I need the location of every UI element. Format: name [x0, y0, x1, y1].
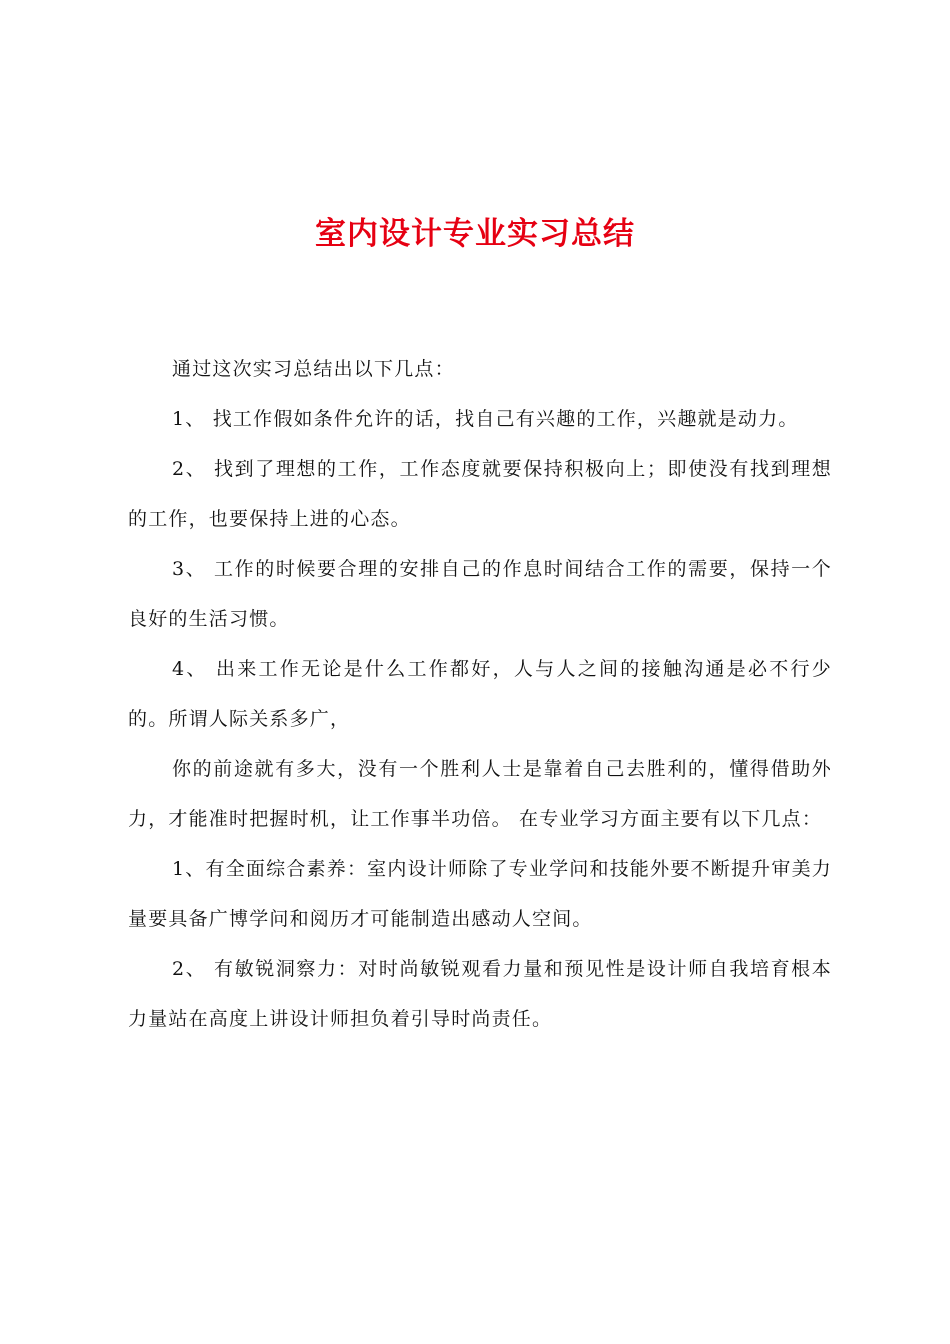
paragraph-point-3: 3、 工作的时候要合理的安排自己的作息时间结合工作的需要，保持一个良好的生活习惯。: [128, 558, 832, 630]
paragraph-study-point-1: 1、有全面综合素养：室内设计师除了专业学问和技能外要不断提升审美力量要具备广博学问和阅历才可能制造出感动人空间。: [128, 858, 832, 930]
paragraph-study-point-2: 2、 有敏锐洞察力：对时尚敏锐观看力量和预见性是设计师自我培育根本力量站在高度上讲设计师担负着引导时尚责任。: [128, 958, 832, 1030]
paragraph-point-2: 2、 找到了理想的工作，工作态度就要保持积极向上；即使没有找到理想的工作，也要保持上进的心态。: [128, 458, 832, 530]
paragraph-point-4: 4、 出来工作无论是什么工作都好，人与人之间的接触沟通是必不行少的。所谓人际关系多广，: [128, 658, 832, 730]
paragraph-intro: 通过这次实习总结出以下几点：: [172, 358, 455, 380]
document-body: [128, 344, 832, 1044]
document-title: 室内设计专业实习总结: [315, 216, 635, 252]
paragraph-continuation: 你的前途就有多大，没有一个胜利人士是靠着自己去胜利的，懂得借助外力，才能准时把握时机，让工作事半功倍。 在专业学习方面主要有以下几点：: [128, 758, 832, 830]
paragraph-point-1: 1、 找工作假如条件允许的话，找自己有兴趣的工作，兴趣就是动力。: [172, 408, 799, 430]
